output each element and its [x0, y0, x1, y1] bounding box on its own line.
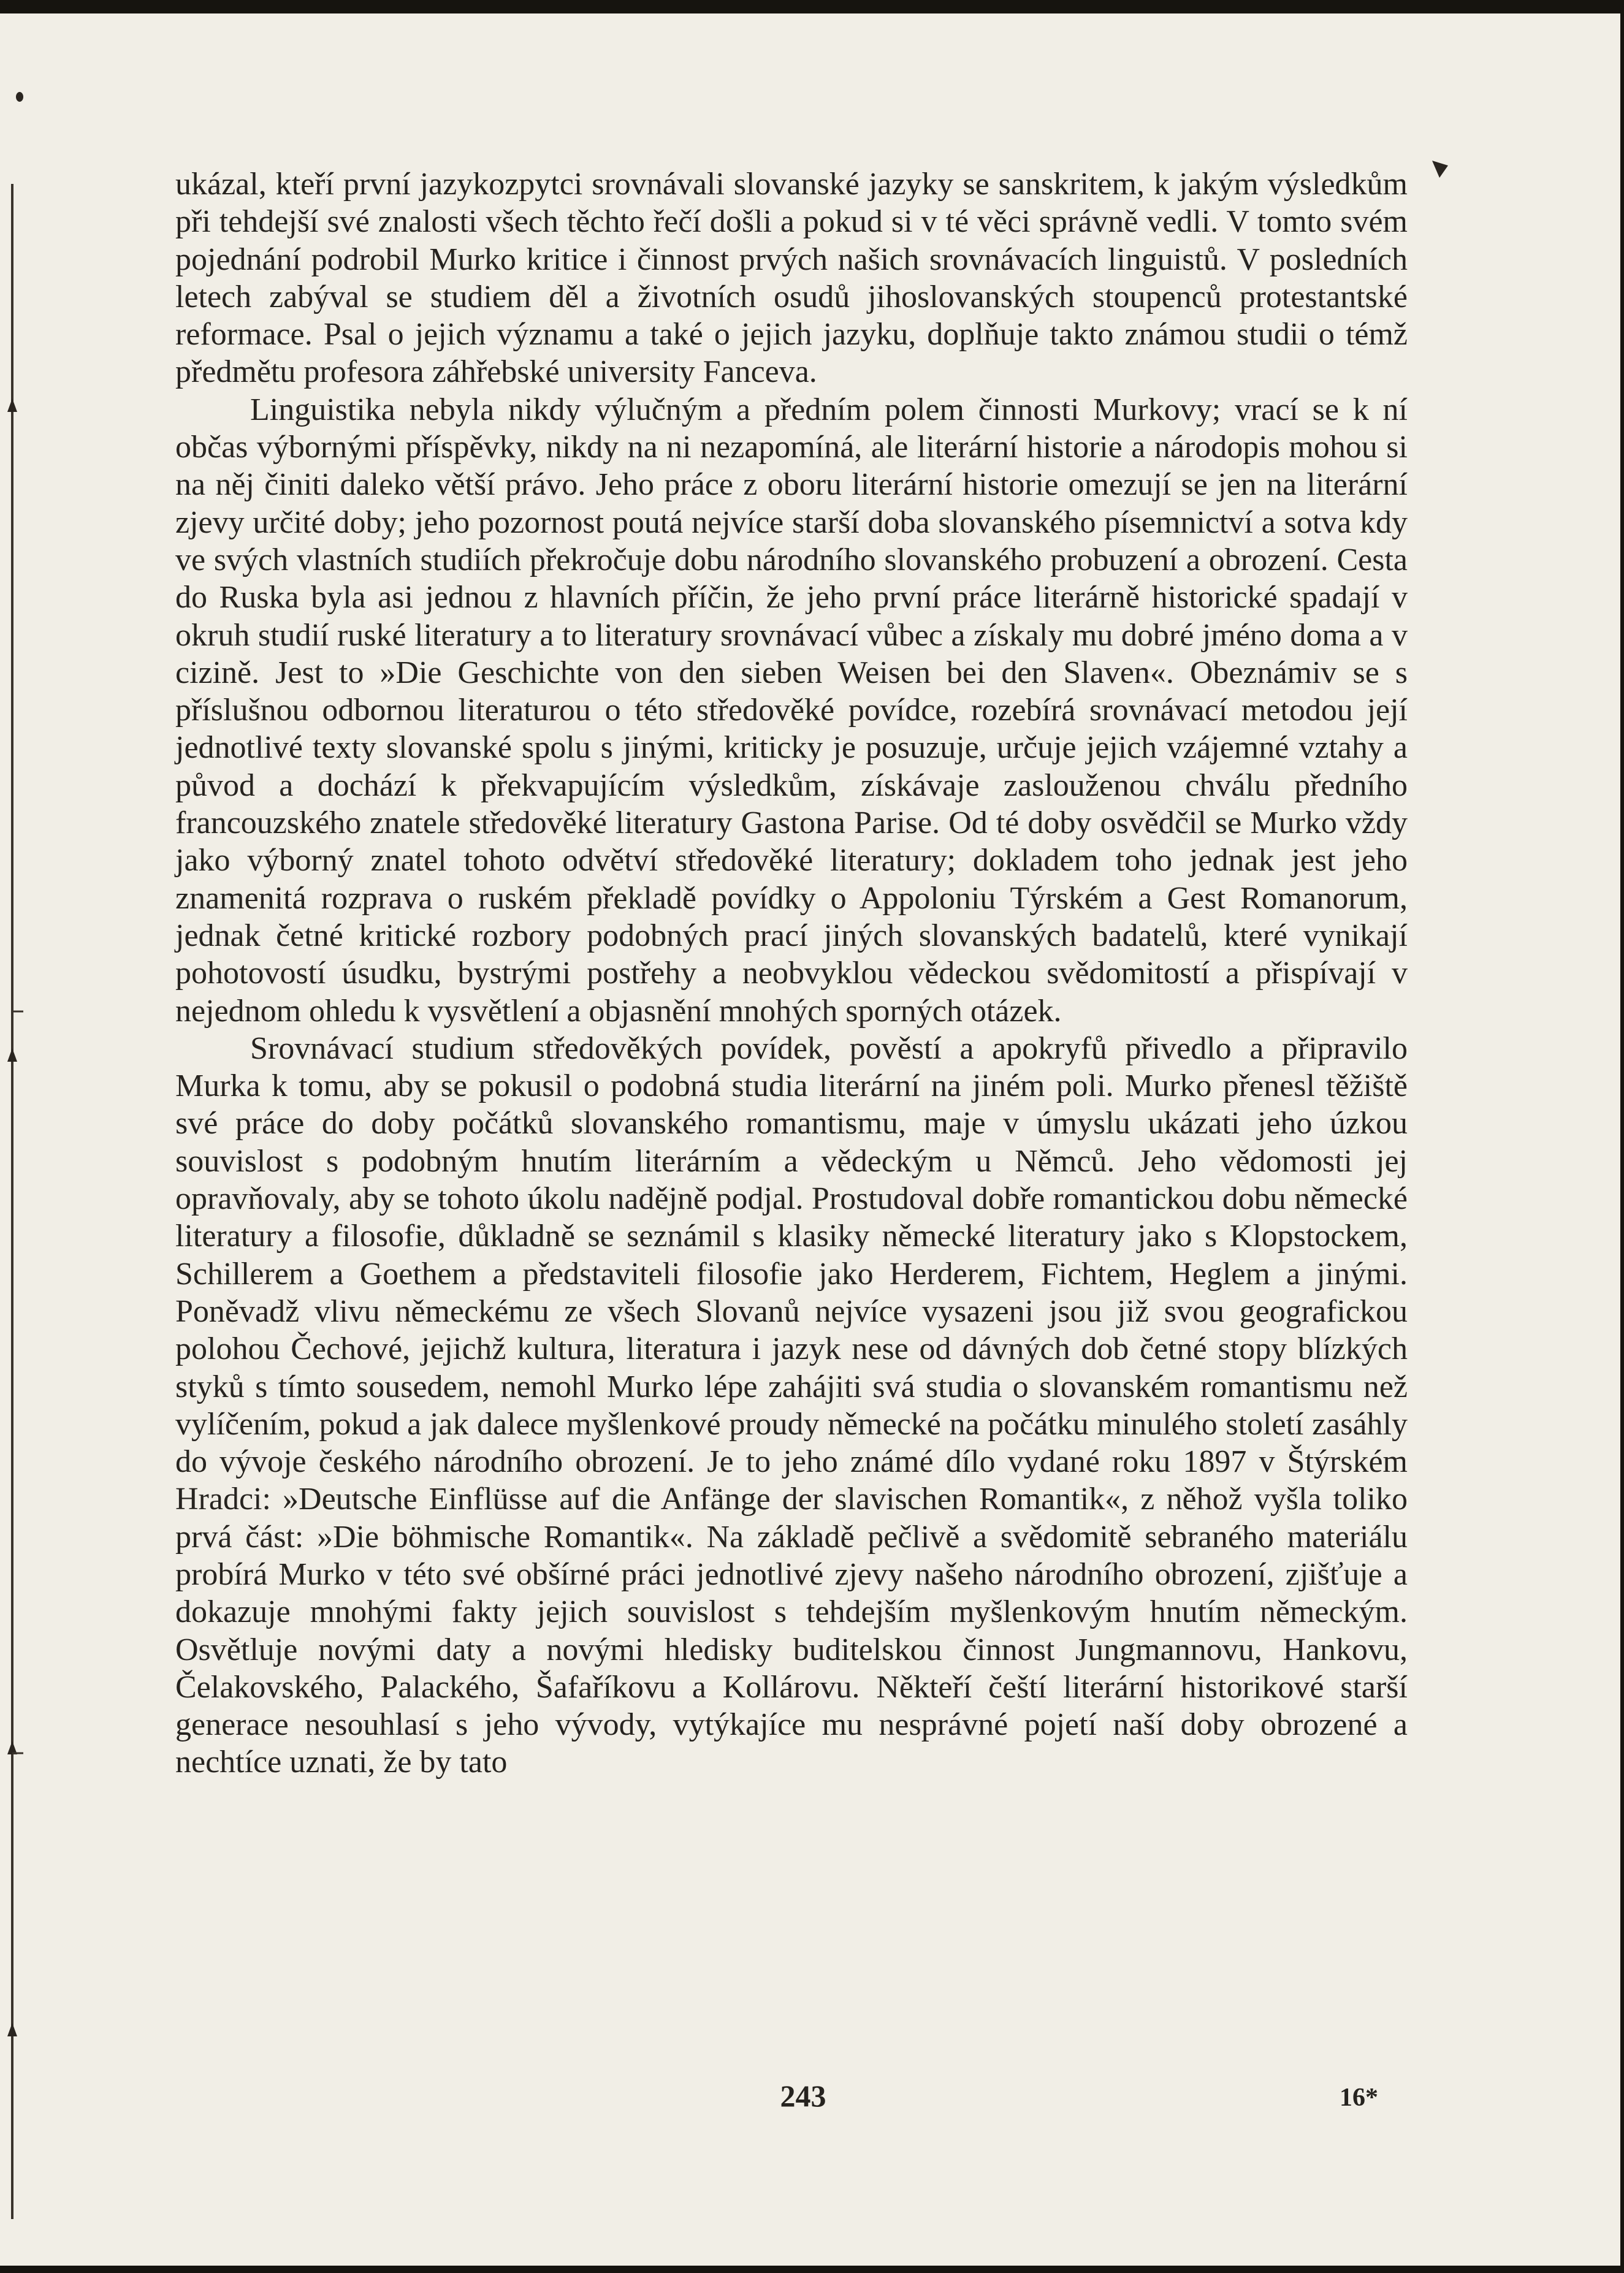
body-text [175, 166, 1408, 1781]
page-number: 243 [780, 2079, 826, 2113]
paragraph-1: ukázal, kteří první jazykozpytci srovnávali slovanské jazyky se sanskritem, k jakým výsledkům při tehdejší své znalosti všech těchto řečí došli a pokud si v té věci správně vedli. V tomto svém pojednání podrobil Murko kritice i činnost prvých našich srovnávacích linguistů. V posledních letech zabýval se studiem děl a životních osudů jihoslovanských stoupenců protestantské reformace. Psal o jejich významu a také o jejich jazyku, doplňuje takto známou studii o témž předmětu profesora záhřebské university Fanceva. [175, 167, 1408, 390]
scan-right-edge [1620, 0, 1624, 2273]
corner-tick-mark [1432, 161, 1448, 178]
scan-bottom-edge [0, 2266, 1624, 2273]
margin-dot-mark [16, 92, 23, 102]
scan-top-edge [0, 0, 1624, 13]
paragraph-3: Srovnávací studium středověkých povídek, pověstí a apokryfů přivedlo a připravilo Murka k tomu, aby se pokusil o podobná studia literární na jiném poli. Murko přenesl těžiště své práce do doby počátků slovanského romantismu, maje v úmyslu ukázati jeho úzkou souvislost s podobným hnutím literárním a vědeckým u Němců. Jeho vědomosti jej opravňovaly, aby se tohoto úkolu nadějně podjal. Prostudoval dobře romantickou dobu německé literatury a filosofie, důkladně se seznámil s klasiky německé literatury jako s Klopstockem, Schillerem a Goethem a představiteli filosofie jako Herderem, Fichtem, Heglem a jinými. Poněvadž vlivu německému ze všech Slovanů nejvíce vysazeni jsou již svou geografickou polohou Čechové, jejichž kultura, literatura i jazyk nese od dávných dob četné stopy blízkých styků s tímto sousedem, nemohl Murko lépe zahájiti svá studia o slovanském romantismu než vylíčením, pokud a jak dalece myšlenkové proudy německé na počátku minulého století zasáhly do vývoje českého národního obrození. Je to jeho známé dílo vydané roku 1897 v Štýrském Hradci: »Deutsche Einflüsse auf die Anfänge der slavischen Romantik«, z něhož vyšla toliko prvá část: »Die böhmische Romantik«. Na základě pečlivě a svědomitě sebraného materiálu probírá Murko v této své obšírné práci jednotlivé zjevy našeho národního obrození, zjišťuje a dokazuje mnohými fakty jejich souvislost s tehdejším myšlenkovým hnutím německým. Osvětluje novými daty a novými hledisky buditelskou činnost Jungmannovu, Hankovu, Čelakovského, Palackého, Šafaříkovu a Kollárovu. Někteří čeští literární historikové starší generace nesouhlasí s jeho vývody, vytýkajíce mu nesprávné pojetí naší doby obrozené a nechtíce uznati, že by tato [175, 1030, 1408, 1780]
binding-stitch-marks [7, 184, 28, 2219]
signature-mark: 16* [1340, 2084, 1378, 2112]
paragraph-2: Linguistika nebyla nikdy výlučným a předním polem činnosti Murkovy; vrací se k ní občas výbornými příspěvky, nikdy na ni nezapomíná, ale literární historie a národopis mohou si na něj činiti daleko větší právo. Jeho práce z oboru literární historie omezují se jen na literární zjevy určité doby; jeho pozornost poutá nejvíce starší doba slovanského písemnictví a sotva kdy ve svých vlastních studiích překročuje dobu národního slovanského probuzení a obrození. Cesta do Ruska byla asi jednou z hlavních příčin, že jeho první práce literárně historické spadají v okruh studií ruské literatury a to literatury srovnávací vůbec a získaly mu dobré jméno doma a v cizině. Jest to »Die Geschichte von den sieben Weisen bei den Slaven«. Obeznámiv se s příslušnou odbornou literaturou o této středověké povídce, rozebírá srovnávací metodou její jednotlivé texty slovanské spolu s jinými, kriticky je posuzuje, určuje jejich vzájemné vztahy a původ a dochází k překvapujícím výsledkům, získávaje zaslouženou chválu předního francouzského znatele středověké literatury Gastona Parise. Od té doby osvědčil se Murko vždy jako výborný znatel tohoto odvětví středověké literatury; dokladem toho jednak jest jeho znamenitá rozprava o ruském překladě povídky o Appoloniu Týrském a Gest Romanorum, jednak četné kritické rozbory podobných prací jiných slovanských badatelů, které vynikají pohotovostí úsudku, bystrými postřehy a neobvyklou vědeckou svědomitostí a přispívají v nejednom ohledu k vysvětlení a objasnění mnohých sporných otázek. [175, 392, 1408, 1029]
